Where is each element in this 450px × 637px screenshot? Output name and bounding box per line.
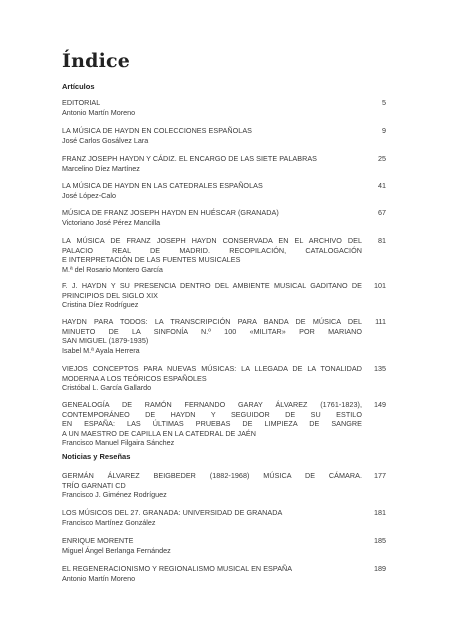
entry-author: José Carlos Gosálvez Lara xyxy=(62,135,149,145)
entry-author: Victoriano José Pérez Mancilla xyxy=(62,217,161,227)
toc-entry[interactable] xyxy=(62,208,386,227)
entry-page-number: 185 xyxy=(374,536,386,545)
entry-author: Francisco J. Giménez Rodríguez xyxy=(62,490,167,500)
entry-page-number: 41 xyxy=(378,181,386,190)
entry-title xyxy=(62,564,362,574)
entry-page-number: 177 xyxy=(374,471,386,480)
toc-entry[interactable] xyxy=(62,536,386,555)
entry-title-line: LA MÚSICA DE HAYDN EN LAS CATEDRALES ESPAÑOLAS xyxy=(62,181,263,190)
entry-author: M.ª del Rosario Montero García xyxy=(62,264,163,274)
entry-author: Francisco Manuel Filgaira Sánchez xyxy=(62,438,175,448)
entry-title xyxy=(62,536,362,546)
entry-title-line: MODERNA A LOS TEÓRICOS ESPAÑOLES xyxy=(62,373,207,383)
entry-author: Cristóbal L. García Gallardo xyxy=(62,383,152,393)
entry-page-number: 5 xyxy=(382,98,386,107)
entry-author: Antonio Martín Moreno xyxy=(62,107,136,117)
entry-title-line: EL REGENERACIONISMO Y REGIONALISMO MUSICAL EN ESPAÑA xyxy=(62,564,293,573)
page-title: Índice xyxy=(62,50,131,72)
entry-page-number: 81 xyxy=(378,236,386,245)
entry-title xyxy=(62,98,362,108)
entry-title-line: TRÍO GARNATI CD xyxy=(62,480,126,490)
entry-title xyxy=(62,471,362,490)
entry-title-line: PALACIO REAL DE MADRID. RECOPILACIÓN, CATALOGACIÓN xyxy=(62,245,362,255)
entry-author: Antonio Martín Moreno xyxy=(62,573,136,583)
entry-page-number: 181 xyxy=(374,508,386,517)
entry-title-line: EN ESPAÑA: LAS ÚLTIMAS PRUEBAS DE LIMPIEZA DE SANGRE xyxy=(62,419,362,429)
section-heading: Noticias y Reseñas xyxy=(62,452,131,461)
entry-page-number: 111 xyxy=(375,317,386,326)
entry-title-line: MÚSICA DE FRANZ JOSEPH HAYDN EN HUÉSCAR (GRANADA) xyxy=(62,208,279,217)
entry-title xyxy=(62,154,362,164)
entry-author: José López-Calo xyxy=(62,190,116,200)
entry-title-line: HAYDN PARA TODOS: LA TRANSCRIPCIÓN PARA BANDA DE MÚSICA DEL xyxy=(62,317,362,326)
entry-title-line: EDITORIAL xyxy=(62,98,101,107)
entry-title-line: LOS MÚSICOS DEL 27. GRANADA: UNIVERSIDAD DE GRANADA xyxy=(62,508,283,517)
entry-title xyxy=(62,281,362,300)
toc-entry[interactable] xyxy=(62,154,386,173)
toc-entry[interactable] xyxy=(62,236,386,274)
toc-entry[interactable] xyxy=(62,98,386,117)
toc-entry[interactable] xyxy=(62,281,386,310)
entry-title-line: ENRIQUE MORENTE xyxy=(62,536,134,545)
entry-page-number: 135 xyxy=(374,364,386,373)
entry-author: Cristina Díez Rodríguez xyxy=(62,300,139,310)
entry-title-line: GERMÁN ÁLVAREZ BEIGBEDER (1882-1968) MÚSICA DE CÁMARA. xyxy=(62,471,362,480)
entry-title xyxy=(62,364,362,383)
entry-page-number: 25 xyxy=(378,154,386,163)
toc-entry[interactable] xyxy=(62,181,386,200)
entry-author: Francisco Martínez González xyxy=(62,517,156,527)
entry-title xyxy=(62,508,362,518)
entry-title-line: FRANZ JOSEPH HAYDN Y CÁDIZ. EL ENCARGO DE LAS SIETE PALABRAS xyxy=(62,154,318,163)
entry-page-number: 9 xyxy=(382,126,386,135)
entry-title xyxy=(62,400,362,438)
entry-title xyxy=(62,181,362,191)
toc-entry[interactable] xyxy=(62,400,386,448)
entry-title-line: VIEJOS CONCEPTOS PARA NUEVAS MÚSICAS: LA LLEGADA DE LA TONALIDAD xyxy=(62,364,362,373)
entry-page-number: 189 xyxy=(374,564,386,573)
entry-title xyxy=(62,317,362,346)
entry-author: Isabel M.ª Ayala Herrera xyxy=(62,345,140,355)
entry-title-line: SAN MIGUEL (1879-1935) xyxy=(62,336,149,346)
entry-title-line: MINUETO DE LA SINFONÍA N.º 100 «MILITAR» POR MARIANO xyxy=(62,326,362,336)
entry-title-line: GENEALOGÍA DE RAMÓN FERNANDO GARAY ÁLVAREZ (1761-1823), xyxy=(62,400,362,409)
section-heading: Artículos xyxy=(62,82,95,91)
entry-title-line: LA MÚSICA DE HAYDN EN COLECCIONES ESPAÑOLAS xyxy=(62,126,253,135)
entry-title-line: LA MÚSICA DE FRANZ JOSEPH HAYDN CONSERVADA EN EL ARCHIVO DEL xyxy=(62,236,362,245)
toc-entry[interactable] xyxy=(62,508,386,527)
entry-page-number: 101 xyxy=(374,281,386,290)
entry-title-line: CONTEMPORÁNEO DE HAYDN Y SEGUIDOR DE SU ESTILO xyxy=(62,409,362,419)
toc-entry[interactable] xyxy=(62,564,386,583)
entry-title-line: A UN MAESTRO DE CAPILLA EN LA CATEDRAL DE JAÉN xyxy=(62,428,257,438)
entry-author: Marcelino Díez Martínez xyxy=(62,163,140,173)
toc-entry[interactable] xyxy=(62,317,386,355)
entry-title-line: E INTERPRETACIÓN DE LAS FUENTES MUSICALES xyxy=(62,255,241,265)
entry-page-number: 149 xyxy=(374,400,386,409)
entry-title-line: F. J. HAYDN Y SU PRESENCIA DENTRO DEL AMBIENTE MUSICAL GADITANO DE xyxy=(62,281,362,290)
entry-page-number: 67 xyxy=(378,208,386,217)
entry-title xyxy=(62,126,362,136)
toc-entry[interactable] xyxy=(62,471,386,500)
entry-author: Miguel Ángel Berlanga Fernández xyxy=(62,545,171,555)
toc-entry[interactable] xyxy=(62,364,386,393)
entry-title-line: PRINCIPIOS DEL SIGLO XIX xyxy=(62,290,158,300)
toc-entry[interactable] xyxy=(62,126,386,145)
entry-title xyxy=(62,208,362,218)
entry-title xyxy=(62,236,362,265)
